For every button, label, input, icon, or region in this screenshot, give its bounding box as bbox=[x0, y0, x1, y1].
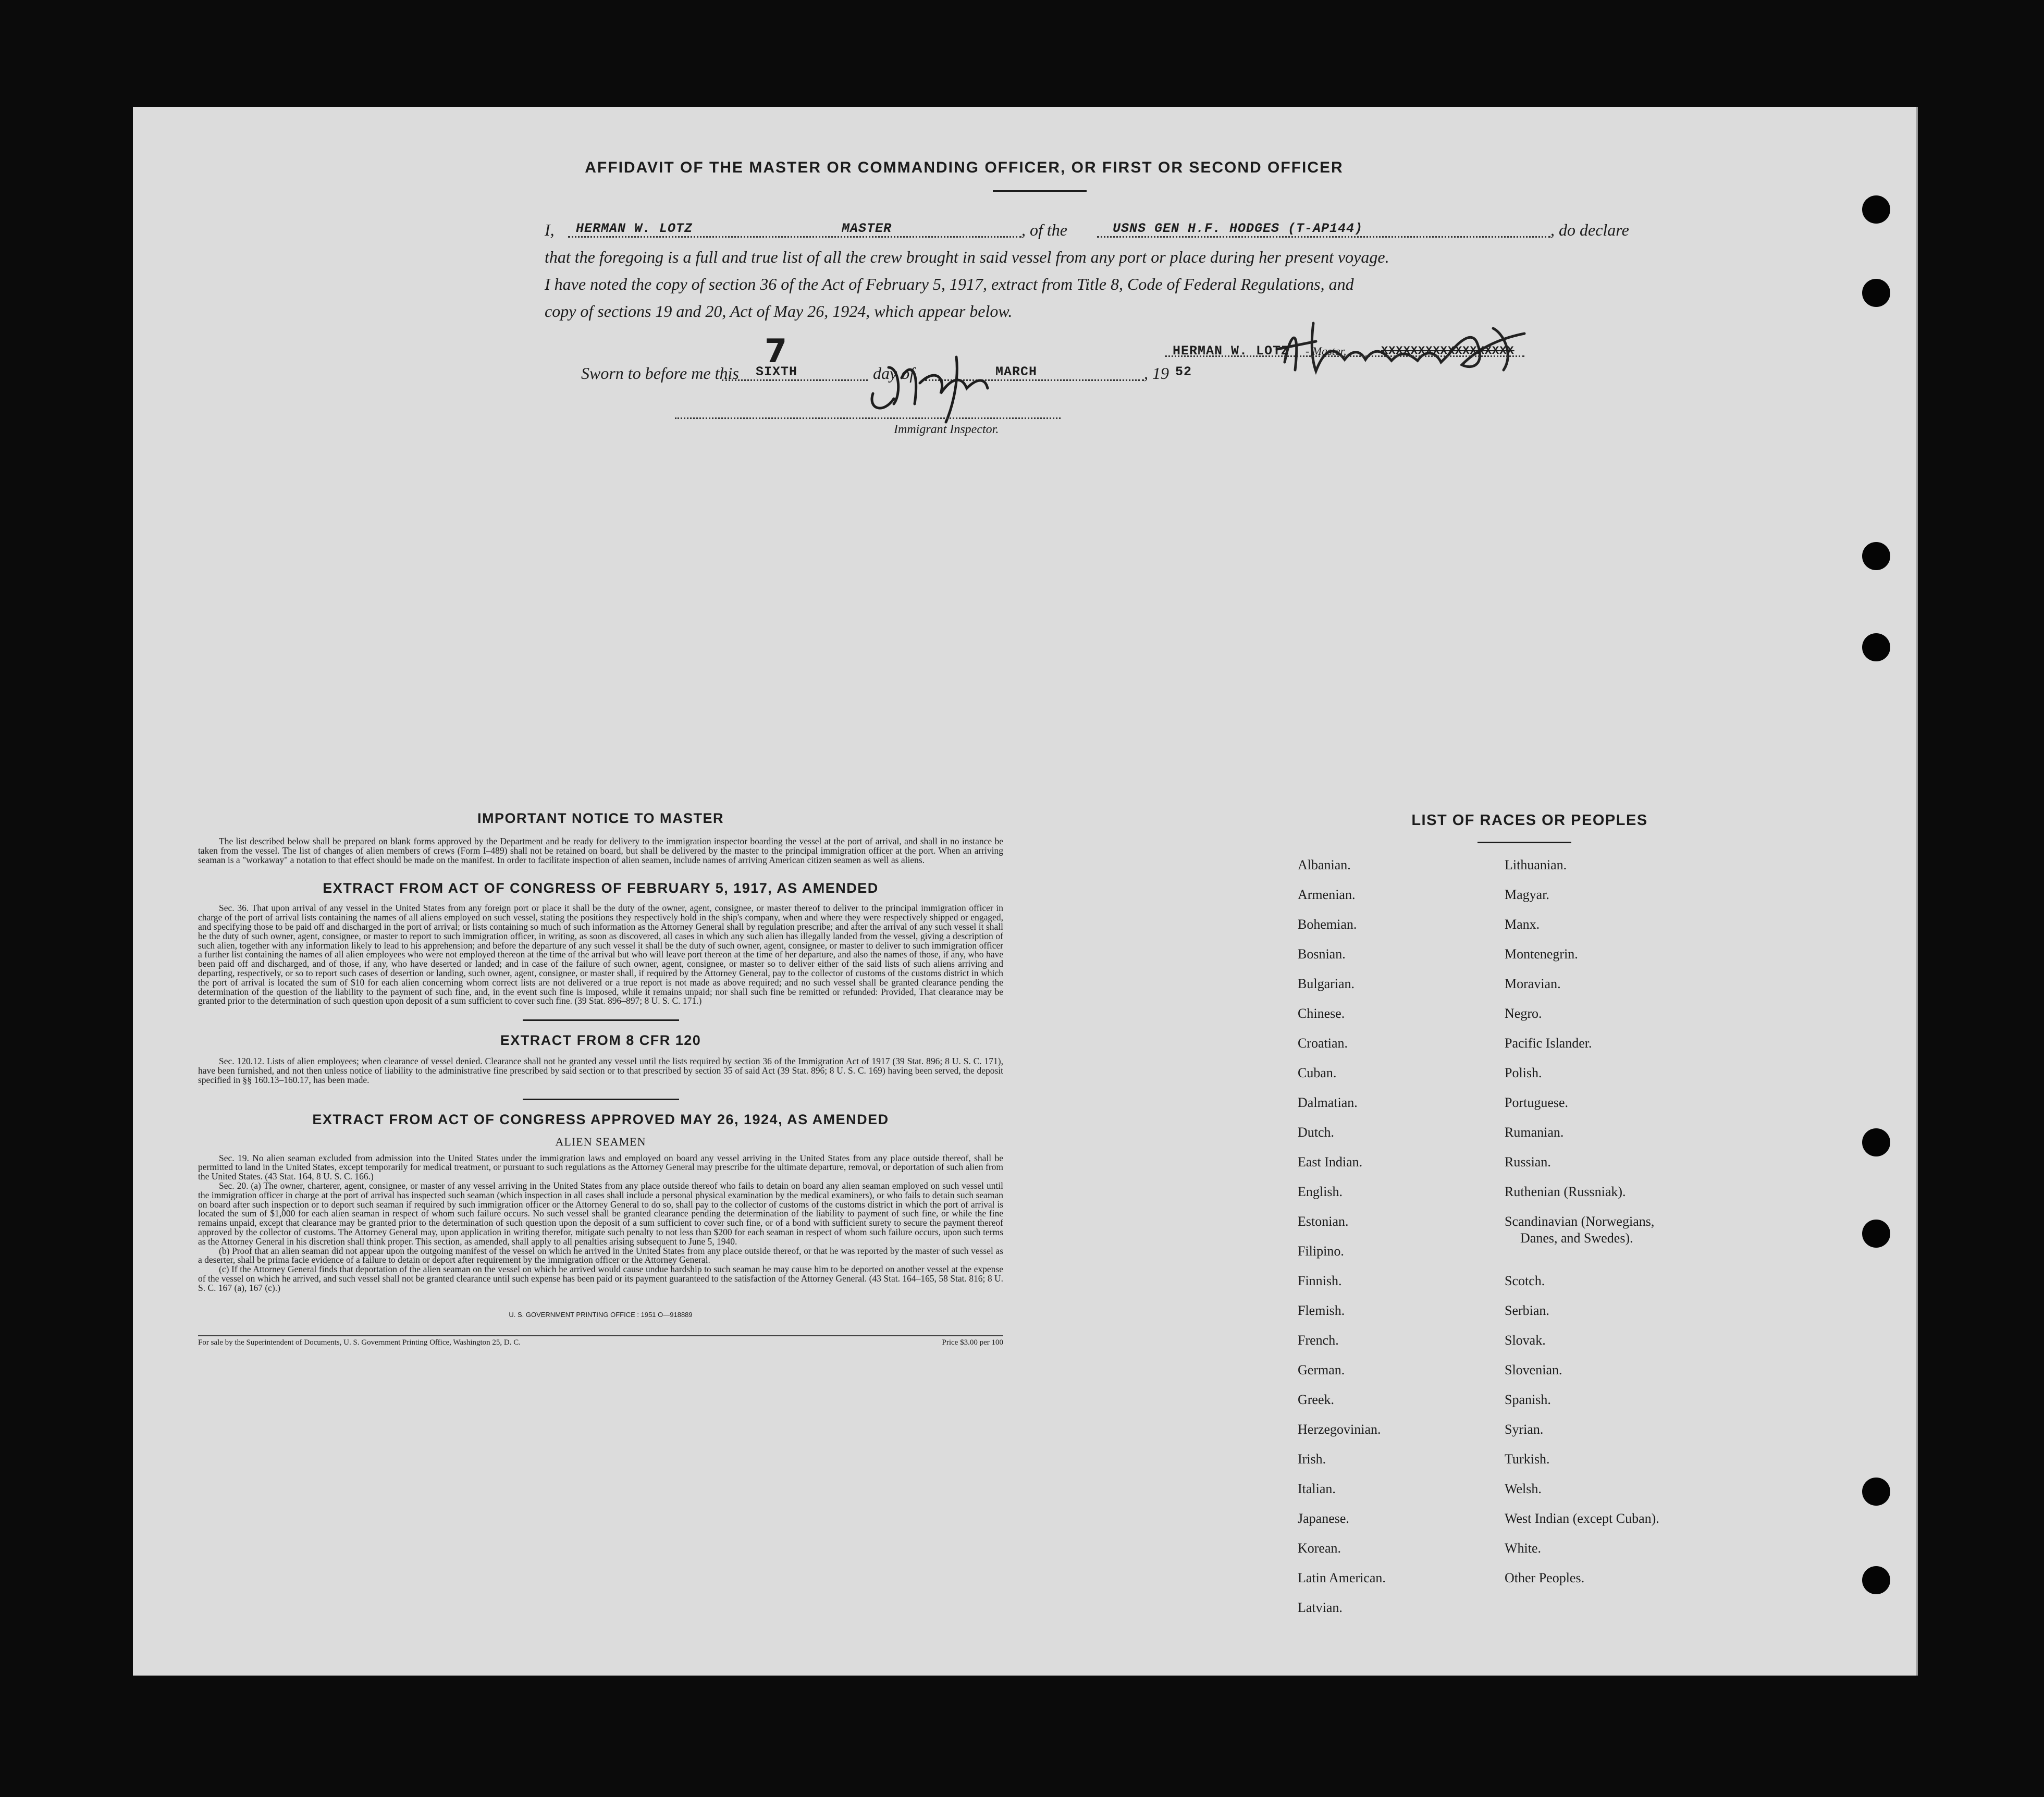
affidavit-title: AFFIDAVIT OF THE MASTER OR COMMANDING OFFICER, OR FIRST OR SECOND OFFICER bbox=[585, 159, 1344, 176]
punch-hole bbox=[1862, 1220, 1890, 1248]
race-item: Dalmatian. bbox=[1298, 1095, 1358, 1110]
punch-hole bbox=[1862, 279, 1890, 307]
race-item: Manx. bbox=[1505, 917, 1540, 932]
race-item: Danes, and Swedes). bbox=[1520, 1230, 1633, 1246]
race-item: Irish. bbox=[1298, 1451, 1326, 1467]
cfr-text: Sec. 120.12. Lists of alien employees; when clearance of vessel denied. Clearance shall not be granted any vessel until the lists required by section 36 of the Immigration Act of 1917 (39 Stat. 896; 8 U. S. C. 171), have been furnished, and not then unless notice of liability to the administrative fine prescribed by said section or to that prescribed by section 35 of said Act (39 Stat. 896; 8 U. S. C. 169) having been served, the deposit specified in §§ 160.13–160.17, has been made. bbox=[198, 1056, 1003, 1085]
race-item: Syrian. bbox=[1505, 1422, 1544, 1437]
of-the-label: , of the bbox=[1021, 220, 1067, 239]
race-item: Cuban. bbox=[1298, 1065, 1337, 1080]
sec-20a-text: Sec. 20. (a) The owner, charterer, agent, consignee, or master of any vessel arriving in the United States from any place outside thereof who fails to detain on board any alien seaman employed on such vessel until the immigration officer in charge at the port of arrival has inspected such seaman (which inspection in all cases shall include a personal physical examination by the medical examiners), or who fails to detain such seaman on board after such inspection or to deport such seaman if required by such immigration officer or the Attorney General to do so, shall pay to the collector of customs of the customs district in which the port of arrival is located the sum of $1,000 for each alien seaman in respect of whom such failure occurs. No such vessel shall be granted clearance pending the determination of the liability to payment of such fine, or while the fine remains unpaid, except that clearance may be granted prior to the determination of such question upon the deposit of a sum sufficient to cover such fine, or of a bond with sufficient surety to secure the payment thereof approved by the collector of customs. The Attorney General may, upon application in writing therefor, mitigate such penalty to not less than $200 for each seaman in respect of whom such failure occurs, upon such terms as the Attorney General in his discretion shall think proper. This section, as amended, shall apply to all penalties arising subsequent to June 5, 1940. bbox=[198, 1180, 1003, 1247]
act-1917-text: Sec. 36. That upon arrival of any vessel in the United States from any foreign port or place it shall be the duty of the owner, agent, consignee, or master thereof to deliver to the principal immigration officer in charge of the port of arrival lists containing the names of all aliens employed on such vessel, stating the positions they respectively hold in the ship's company, when and where they were respectively shipped or engaged, and specifying those to be paid off and discharged in the port of arrival; or lists containing so much of such information as the Attorney General shall by regulation prescribe; and after the arrival of any such vessel it shall be the duty of such owner, agent, consignee, or master to report to such immigration officer, in writing, as soon as discovered, all cases in which any such alien has illegally landed from the vessel, giving a description of such alien, together with any information likely to lead to his apprehension; and before the departure of any such vessel it shall be the duty of such owner, agent, consignee, or master to deliver to such immigration officer a further list containing the names of all alien employees who were not employed thereon at the time of the arrival but who will leave port thereon at the time of her departure, and also the names of those, if any, who have been paid off and discharged, and of those, if any, who have deserted or landed; and in case of the failure of such owner, agent, consignee, or master so to deliver either of the said lists of such aliens arriving and departing, respectively, or so to report such cases of desertion or landing, such owner, agent, consignee, or master shall, if required by the Attorney General, pay to the collector of customs of the customs district in which the port of arrival is located the sum of $10 for each alien concerning whom correct lists are not delivered or a true report is not made as above required; and no such vessel shall be granted clearance pending the determination of the question of the liability to the payment of such fine, and, in the event such fine is imposed, while it remains unpaid; nor shall such fine be remitted or refunded: Provided, That clearance may be granted prior to the determination of such question upon deposit of a sum sufficient to cover such fine. (39 Stat. 896–897; 8 U. S. C. 171.) bbox=[198, 903, 1003, 1006]
signatory-name: HERMAN W. LOTZ bbox=[1173, 343, 1290, 359]
punch-hole bbox=[1862, 1478, 1890, 1506]
races-right-column bbox=[1505, 857, 1796, 1629]
notice-text: The list described below shall be prepared on blank forms approved by the Department and be ready for delivery to the immigration inspector boarding the vessel at the port of arrival, and shall in no instance be taken from the vessel. The list of changes of alien members of crews (Form I–489) shall not be retained on board, but shall be delivered by the master to the principal immigration officer at the port. When an arriving seaman is a "workaway" a notation to that effect should be made on the manifest. In order to facilitate inspection of alien seamen, include names of arriving American citizen seamen as well as aliens. bbox=[198, 836, 1003, 865]
races-left-column bbox=[1298, 857, 1496, 1670]
act-1917-title: EXTRACT FROM ACT OF CONGRESS OF FEBRUARY 5, 1917, AS AMENDED bbox=[323, 880, 879, 896]
sworn-month-field: MARCH bbox=[995, 364, 1038, 379]
race-item: Portuguese. bbox=[1505, 1095, 1569, 1110]
sec-19-text: Sec. 19. No alien seaman excluded from admission into the United States under the immigration laws and employed on board any vessel arriving in the United States from any place outside thereof, shall be permitted to land in the United States, except temporarily for medical treatment, or pursuant to such regulations as the Attorney General may prescribe for the ultimate departure, removal, or deportation of such alien from the United States. (43 Stat. 164, 8 U. S. C. 166.) bbox=[198, 1152, 1003, 1182]
punch-hole bbox=[1862, 1566, 1890, 1594]
race-item: Latin American. bbox=[1298, 1570, 1386, 1585]
inspector-signature bbox=[852, 347, 1024, 425]
race-item: Bulgarian. bbox=[1298, 976, 1355, 991]
race-item: Finnish. bbox=[1298, 1273, 1342, 1288]
race-item: Flemish. bbox=[1298, 1303, 1345, 1318]
race-item: Croatian. bbox=[1298, 1036, 1348, 1051]
race-item: Polish. bbox=[1505, 1065, 1542, 1080]
price-notice: Price $3.00 per 100 bbox=[942, 1338, 1003, 1347]
document-page bbox=[133, 107, 1918, 1676]
punch-hole bbox=[1862, 633, 1890, 661]
master-name-field: HERMAN W. LOTZ bbox=[576, 221, 693, 236]
race-item: Bosnian. bbox=[1298, 946, 1346, 962]
race-item: Ruthenian (Russniak). bbox=[1505, 1184, 1626, 1199]
affidavit-line-2: that the foregoing is a full and true list of all the crew brought in said vessel from any port or place during her present voyage. bbox=[545, 248, 1389, 266]
signature-underline bbox=[1165, 355, 1524, 357]
race-item: Korean. bbox=[1298, 1541, 1341, 1556]
footer-rule bbox=[198, 1335, 1003, 1336]
race-item: Herzegovinian. bbox=[1298, 1422, 1381, 1437]
race-item: Chinese. bbox=[1298, 1006, 1345, 1021]
race-item: Bohemian. bbox=[1298, 917, 1357, 932]
day-of-label: day of bbox=[873, 364, 915, 383]
day-overwrite: 7 bbox=[765, 332, 787, 370]
race-item: West Indian (except Cuban). bbox=[1505, 1511, 1659, 1526]
inspector-underline bbox=[675, 417, 1061, 419]
race-item: Serbian. bbox=[1505, 1303, 1549, 1318]
race-item: Scotch. bbox=[1505, 1273, 1545, 1288]
race-item: German. bbox=[1298, 1362, 1345, 1377]
race-item: English. bbox=[1298, 1184, 1343, 1199]
day-underline bbox=[722, 379, 868, 381]
year-suffix: 52 bbox=[1175, 364, 1192, 379]
race-item: Slovenian. bbox=[1505, 1362, 1562, 1377]
sworn-line bbox=[581, 332, 1665, 391]
do-declare-label: , do declare bbox=[1550, 220, 1629, 239]
notice-title: IMPORTANT NOTICE TO MASTER bbox=[477, 810, 724, 826]
printer-imprint: U. S. GOVERNMENT PRINTING OFFICE : 1951 O—918889 bbox=[509, 1310, 693, 1319]
master-label: - Master, bbox=[1306, 344, 1347, 358]
race-item: Albanian. bbox=[1298, 857, 1351, 872]
race-item: Dutch. bbox=[1298, 1125, 1335, 1140]
race-item: East Indian. bbox=[1298, 1154, 1363, 1170]
races-title: LIST OF RACES OR PEOPLES bbox=[1411, 812, 1648, 829]
affidavit-line-3: I have noted the copy of section 36 of the Act of February 5, 1917, extract from Title 8, Code of Federal Regulations, and bbox=[545, 275, 1354, 293]
race-item: Scandinavian (Norwegians, bbox=[1505, 1214, 1655, 1229]
act-1924-title: EXTRACT FROM ACT OF CONGRESS APPROVED MAY 26, 1924, AS AMENDED bbox=[312, 1111, 889, 1127]
vessel-field: USNS GEN H.F. HODGES (T-AP144) bbox=[1113, 221, 1363, 236]
race-item: Moravian. bbox=[1505, 976, 1561, 991]
title-divider bbox=[993, 190, 1087, 192]
year-prefix: , 19 bbox=[1144, 364, 1169, 383]
affidavit-line-4: copy of sections 19 and 20, Act of May 26, 1924, which appear below. bbox=[545, 302, 1013, 321]
notice-column bbox=[198, 810, 1003, 1351]
race-item: Estonian. bbox=[1298, 1214, 1349, 1229]
race-item: Spanish. bbox=[1505, 1392, 1551, 1407]
race-item: Russian. bbox=[1505, 1154, 1551, 1170]
race-item: Magyar. bbox=[1505, 887, 1549, 902]
race-item: White. bbox=[1505, 1541, 1542, 1556]
race-item: Welsh. bbox=[1505, 1481, 1542, 1496]
race-item: Montenegrin. bbox=[1505, 946, 1578, 962]
race-item: Pacific Islander. bbox=[1505, 1036, 1592, 1051]
race-item: Slovak. bbox=[1505, 1333, 1546, 1348]
sworn-label: Sworn to before me this bbox=[581, 364, 739, 383]
punch-hole bbox=[1862, 195, 1890, 224]
sec-20c-text: (c) If the Attorney General finds that deportation of the alien seaman on the vessel on which he arrived would cause undue hardship to such seaman he may cause him to be deported on another vessel at the expense of the vessel on which he arrived, and such vessel shall not be granted clearance until such expense has been paid or its payment guaranteed to the satisfaction of the Attorney General. (43 Stat. 164–165, 58 Stat. 816; 8 U. S. C. 167 (a), 167 (c).) bbox=[198, 1264, 1003, 1293]
cfr-title: EXTRACT FROM 8 CFR 120 bbox=[500, 1032, 701, 1049]
sec-20b-text: (b) Proof that an alien seaman did not appear upon the outgoing manifest of the vessel on which he arrived in the United States from any place outside thereof, or that he was reported by the master of such vessel as a deserter, shall be prima facie evidence of a failure to detain or deport after requirement by the immigration officer or the Attorney General. bbox=[198, 1245, 1003, 1265]
race-item: Filipino. bbox=[1298, 1244, 1344, 1259]
race-item: Lithuanian. bbox=[1505, 857, 1567, 872]
lead-i: I, bbox=[545, 220, 555, 239]
race-item: Italian. bbox=[1298, 1481, 1336, 1496]
race-item: Greek. bbox=[1298, 1392, 1335, 1407]
page-edge bbox=[1916, 107, 1918, 1676]
race-item: Other Peoples. bbox=[1505, 1570, 1585, 1585]
rank-field: MASTER bbox=[842, 221, 892, 236]
alien-seamen-subtitle: ALIEN SEAMEN bbox=[555, 1135, 646, 1148]
section-divider bbox=[523, 1019, 679, 1021]
race-item: Japanese. bbox=[1298, 1511, 1349, 1526]
race-item: French. bbox=[1298, 1333, 1339, 1348]
struck-title: XXXXXXXXXXXXXXXXXX bbox=[1381, 344, 1514, 358]
affidavit-line-1 bbox=[545, 216, 1681, 243]
race-item: Rumanian. bbox=[1505, 1125, 1564, 1140]
footer-line bbox=[198, 1338, 1003, 1351]
race-item: Latvian. bbox=[1298, 1600, 1343, 1615]
race-item: Armenian. bbox=[1298, 887, 1356, 902]
name-underline bbox=[568, 236, 1021, 238]
section-divider bbox=[523, 1099, 679, 1100]
vessel-underline bbox=[1097, 236, 1550, 238]
sale-notice: For sale by the Superintendent of Documents, U. S. Government Printing Office, Washington 25, D. C. bbox=[198, 1338, 521, 1347]
punch-hole bbox=[1862, 542, 1890, 570]
race-item: Negro. bbox=[1505, 1006, 1542, 1021]
sworn-day-field: SIXTH bbox=[756, 364, 798, 379]
inspector-label: Immigrant Inspector. bbox=[894, 423, 999, 436]
race-item: Turkish. bbox=[1505, 1451, 1550, 1467]
races-divider bbox=[1477, 842, 1571, 843]
punch-hole bbox=[1862, 1128, 1890, 1156]
